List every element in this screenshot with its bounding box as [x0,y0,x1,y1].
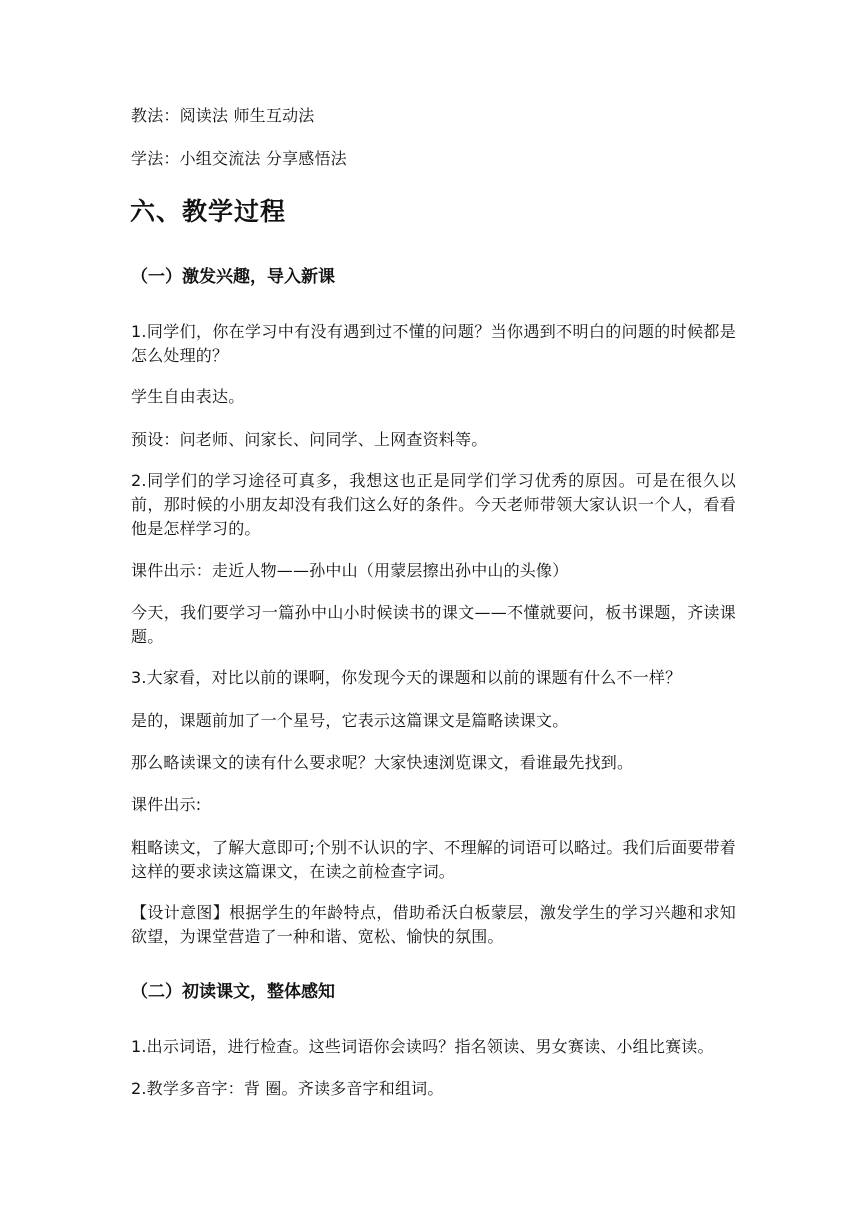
section-title: 六、教学过程 [130,197,287,226]
design-intent-paragraph: 【设计意图】根据学生的年龄特点，借助希沃白板蒙层，激发学生的学习兴趣和求知欲望，为课堂营造了一种和谐、宽松、愉快的氛围。 [131,903,736,946]
paragraph: 2.教学多音字：背 圈。齐读多音字和组词。 [131,1079,444,1098]
learning-method-line: 学法：小组交流法 分享感悟法 [131,149,347,168]
paragraph: 2.同学们的学习途径可真多，我想这也正是同学们学习优秀的原因。可是在很久以前，那时候的小朋友却没有我们这么好的条件。今天老师带领大家认识一个人，看看他是怎样学习的。 [131,471,736,538]
teaching-method-line: 教法：阅读法 师生互动法 [131,106,315,125]
part2-heading: （二）初读课文，整体感知 [131,982,335,1002]
paragraph: 3.大家看，对比以前的课啊，你发现今天的课题和以前的课题有什么不一样？ [131,668,682,687]
paragraph: 课件出示: [131,795,202,814]
paragraph: 粗略读文，了解大意即可;个别不认识的字、不理解的词语可以略过。我们后面要带着这样的要求读这篇课文，在读之前检查字词。 [131,838,736,881]
paragraph: 今天，我们要学习一篇孙中山小时候读书的课文——不懂就要问，板书课题，齐读课题。 [131,603,736,646]
paragraph: 课件出示：走近人物——孙中山（用蒙层擦出孙中山的头像） [131,561,569,580]
paragraph: 1.出示词语，进行检查。这些词语你会读吗？指名领读、男女赛读、小组比赛读。 [131,1037,714,1056]
paragraph: 1.同学们，你在学习中有没有遇到过不懂的问题？当你遇到不明白的问题的时候都是怎么处理的？ [131,322,736,365]
paragraph: 预设：问老师、问家长、问同学、上网查资料等。 [131,430,488,449]
paragraph: 学生自由表达。 [131,387,245,406]
paragraph: 那么略读课文的读有什么要求呢？大家快速浏览课文，看谁最先找到。 [131,753,634,772]
paragraph: 是的，课题前加了一个星号，它表示这篇课文是篇略读课文。 [131,711,569,730]
part1-heading: （一）激发兴趣，导入新课 [131,267,335,287]
